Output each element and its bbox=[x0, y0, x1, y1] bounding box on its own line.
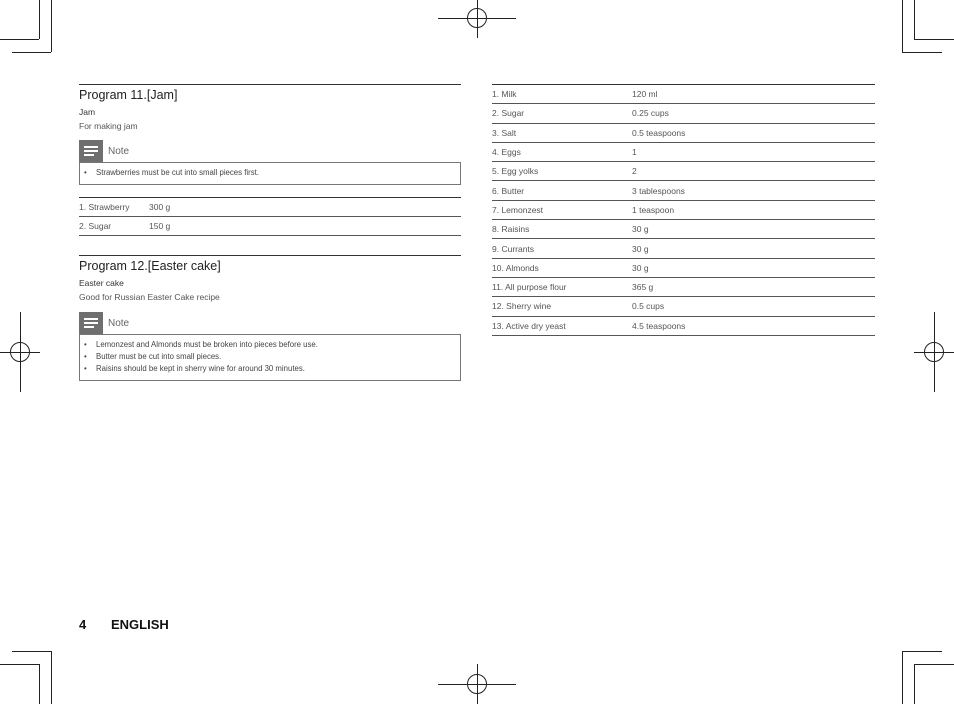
ingredient-name: 1. Milk bbox=[492, 89, 517, 100]
program-title: Program 12.[Easter cake] bbox=[79, 255, 461, 276]
ingredient-row bbox=[492, 181, 875, 200]
ingredient-name: 10. Almonds bbox=[492, 262, 539, 273]
ingredient-quantity: 30 g bbox=[632, 243, 649, 254]
crop-mark bbox=[902, 52, 942, 53]
ingredient-quantity: 30 g bbox=[632, 224, 649, 235]
note-box bbox=[79, 334, 461, 381]
ingredient-quantity: 150 g bbox=[149, 221, 171, 231]
program-12-section bbox=[79, 255, 461, 381]
ingredient-name: 11. All purpose flour bbox=[492, 282, 567, 293]
ingredient-row bbox=[492, 297, 875, 316]
crop-mark bbox=[902, 651, 942, 652]
ingredient-row bbox=[492, 278, 875, 297]
program-subtitle: Jam bbox=[79, 107, 96, 117]
ingredient-row bbox=[492, 124, 875, 143]
note-item: • Raisins should be kept in sherry wine for around 30 minutes. bbox=[84, 363, 454, 375]
ingredient-name: 12. Sherry wine bbox=[492, 301, 552, 312]
ingredient-name: 13. Active dry yeast bbox=[492, 320, 566, 331]
note-item: • Lemonzest and Almonds must be broken into pieces before use. bbox=[84, 339, 454, 351]
ingredient-quantity: 1 bbox=[632, 147, 637, 158]
crop-mark bbox=[914, 664, 954, 665]
crop-mark bbox=[39, 664, 40, 704]
ingredient-name: 1. Strawberry bbox=[79, 202, 130, 212]
ingredient-row bbox=[492, 162, 875, 181]
ingredient-name: 4. Eggs bbox=[492, 147, 521, 158]
ingredient-table bbox=[79, 197, 461, 236]
page-footer bbox=[79, 617, 169, 632]
note-box bbox=[79, 162, 461, 185]
ingredient-row bbox=[492, 317, 875, 336]
note-icon bbox=[79, 140, 103, 162]
ingredient-quantity: 4.5 teaspoons bbox=[632, 320, 686, 331]
note-item: • Butter must be cut into small pieces. bbox=[84, 351, 454, 363]
ingredient-quantity: 120 ml bbox=[632, 89, 658, 100]
ingredient-row bbox=[492, 85, 875, 104]
ingredient-row bbox=[79, 217, 461, 236]
crop-mark bbox=[902, 651, 903, 704]
ingredient-name: 2. Sugar bbox=[492, 108, 525, 119]
crop-mark bbox=[12, 52, 51, 53]
registration-mark-circle bbox=[924, 342, 944, 362]
ingredient-quantity: 30 g bbox=[632, 262, 649, 273]
note-header bbox=[79, 140, 461, 162]
program-11-section bbox=[79, 84, 461, 236]
crop-mark bbox=[0, 664, 39, 665]
note-item: • Strawberries must be cut into small pieces first. bbox=[84, 167, 454, 179]
right-column bbox=[492, 84, 875, 336]
program-title: Program 11.[Jam] bbox=[79, 84, 461, 105]
ingredient-row bbox=[492, 239, 875, 258]
ingredient-row bbox=[492, 259, 875, 278]
ingredient-name: 9. Currants bbox=[492, 243, 535, 254]
ingredient-quantity: 1 teaspoon bbox=[632, 204, 675, 215]
registration-mark-circle bbox=[467, 8, 487, 28]
ingredient-row bbox=[492, 143, 875, 162]
program-subtitle: Easter cake bbox=[79, 278, 124, 288]
language-label: ENGLISH bbox=[111, 617, 169, 632]
page-number: 4 bbox=[79, 617, 87, 632]
note-header bbox=[79, 312, 461, 334]
ingredient-table bbox=[492, 84, 875, 336]
ingredient-quantity: 0.25 cups bbox=[632, 108, 669, 119]
ingredient-name: 8. Raisins bbox=[492, 224, 530, 235]
crop-mark bbox=[914, 664, 915, 704]
ingredient-quantity: 300 g bbox=[149, 202, 171, 212]
ingredient-name: 2. Sugar bbox=[79, 221, 112, 231]
ingredient-quantity: 2 bbox=[632, 166, 637, 177]
ingredient-name: 5. Egg yolks bbox=[492, 166, 539, 177]
crop-mark bbox=[914, 0, 915, 39]
ingredient-quantity: 0.5 teaspoons bbox=[632, 127, 686, 138]
crop-mark bbox=[0, 39, 39, 40]
ingredient-row bbox=[492, 220, 875, 239]
ingredient-name: 6. Butter bbox=[492, 185, 525, 196]
crop-mark bbox=[51, 651, 52, 704]
registration-mark-circle bbox=[10, 342, 30, 362]
registration-mark-circle bbox=[467, 674, 487, 694]
program-description: Good for Russian Easter Cake recipe bbox=[79, 292, 220, 302]
ingredient-quantity: 0.5 cups bbox=[632, 301, 665, 312]
note-label: Note bbox=[108, 317, 130, 329]
ingredient-row bbox=[79, 198, 461, 217]
crop-mark bbox=[902, 0, 903, 52]
crop-mark bbox=[39, 0, 40, 39]
crop-mark bbox=[51, 0, 52, 52]
ingredient-quantity: 3 tablespoons bbox=[632, 185, 685, 196]
crop-mark bbox=[914, 39, 954, 40]
note-icon bbox=[79, 312, 103, 334]
ingredient-name: 3. Salt bbox=[492, 127, 517, 138]
note-label: Note bbox=[108, 145, 130, 157]
ingredient-quantity: 365 g bbox=[632, 282, 654, 293]
ingredient-row bbox=[492, 104, 875, 123]
crop-mark bbox=[12, 651, 51, 652]
program-description: For making jam bbox=[79, 121, 138, 131]
ingredient-row bbox=[492, 201, 875, 220]
left-column bbox=[79, 84, 461, 381]
ingredient-name: 7. Lemonzest bbox=[492, 204, 544, 215]
